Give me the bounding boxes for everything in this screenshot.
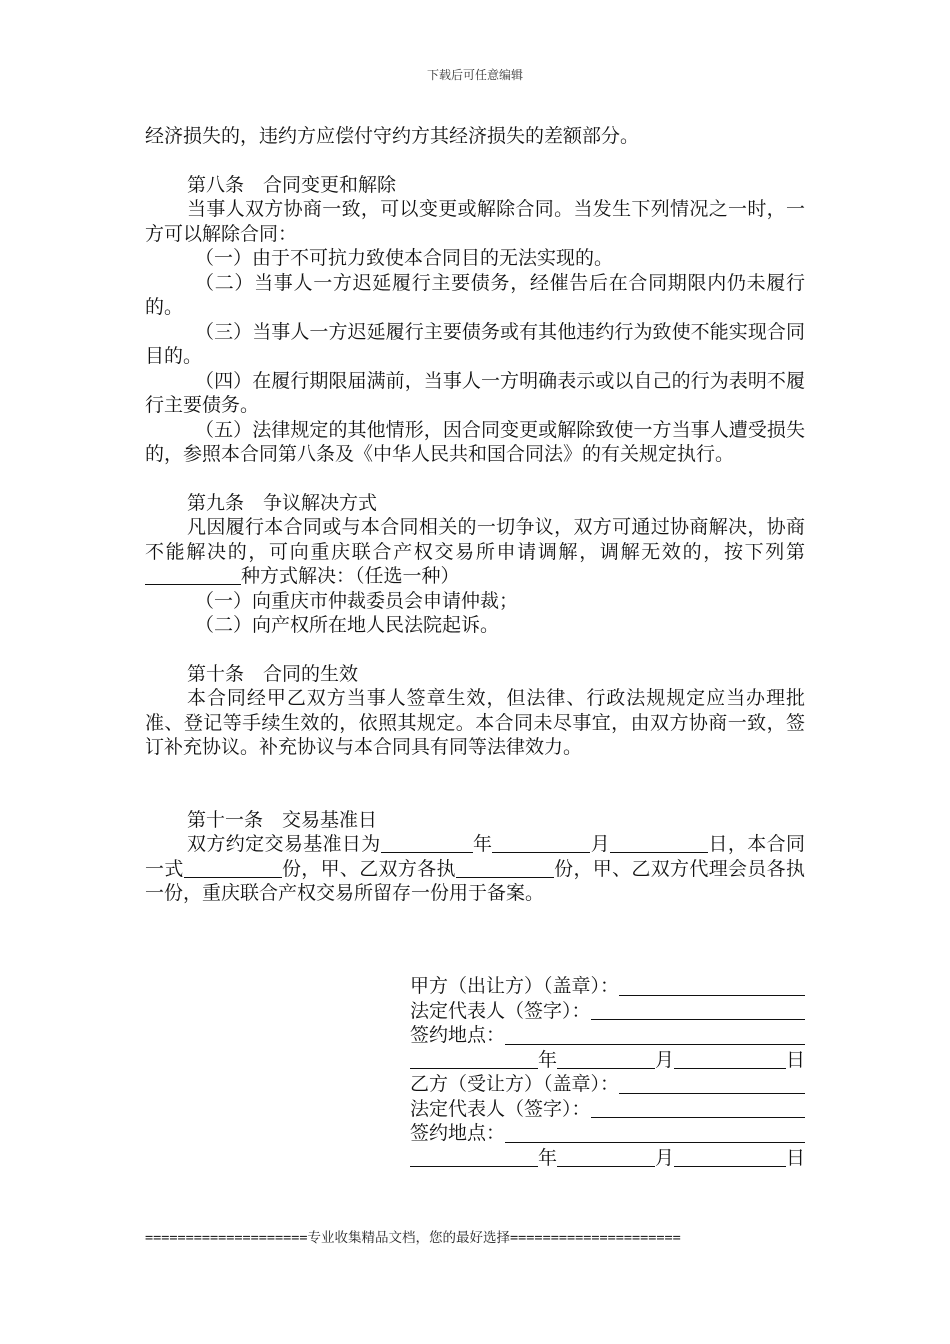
base-date-day-blank[interactable] xyxy=(610,834,708,853)
party-a-year-blank[interactable] xyxy=(410,1050,538,1069)
party-b-day-blank[interactable] xyxy=(674,1148,786,1167)
party-b-rep-blank[interactable] xyxy=(591,1099,805,1118)
party-b-place-blank[interactable] xyxy=(505,1124,805,1143)
copies-total-blank[interactable] xyxy=(184,859,282,878)
article-9-intro: 凡因履行本合同或与本合同相关的一切争议，双方可通过协商解决，协商不能解决的，可向重庆联合产权交易所申请调解，调解无效的，按下列第种方式解决：（任选一种） xyxy=(145,516,805,587)
article-8-item-4: （四）在履行期限届满前，当事人一方明确表示或以自己的行为表明不履行主要债务。 xyxy=(145,369,805,416)
party-a-rep-row: 法定代表人（签字）： xyxy=(410,999,805,1024)
party-b-year-blank[interactable] xyxy=(410,1148,538,1167)
continuation-paragraph: 经济损失的，违约方应偿付守约方其经济损失的差额部分。 xyxy=(145,125,640,147)
page-header: 下载后可任意编辑 xyxy=(426,68,523,82)
article-9-item-2: （二）向产权所在地人民法院起诉。 xyxy=(195,614,500,636)
signature-block xyxy=(410,974,805,1170)
article-10-text: 本合同经甲乙双方当事人签章生效，但法律、行政法规规定应当办理批准、登记等手续生效的，依照其规定。本合同未尽事宜，由双方协商一致，签订补充协议。补充协议与本合同具有同等法律效力。 xyxy=(145,687,805,758)
article-9-title: 第九条 争议解决方式 xyxy=(187,491,378,514)
party-a-month-blank[interactable] xyxy=(557,1050,655,1069)
article-11-title: 第十一条 交易基准日 xyxy=(187,808,378,831)
article-8-item-5: （五）法律规定的其他情形，因合同变更或解除致使一方当事人遭受损失的，参照本合同第八条及《中华人民共和国合同法》的有关规定执行。 xyxy=(145,418,805,465)
party-a-seal-blank[interactable] xyxy=(619,977,805,996)
party-b-seal-blank[interactable] xyxy=(619,1075,805,1094)
base-date-year-blank[interactable] xyxy=(381,834,473,853)
article-8-item-3: （三）当事人一方迟延履行主要债务或有其他违约行为致使不能实现合同目的。 xyxy=(145,320,805,367)
copies-each-blank[interactable] xyxy=(456,859,554,878)
party-a-day-blank[interactable] xyxy=(674,1050,786,1069)
party-b-rep-row: 法定代表人（签字）： xyxy=(410,1097,805,1122)
party-b-month-blank[interactable] xyxy=(557,1148,655,1167)
article-8-item-1: （一）由于不可抗力致使本合同目的无法实现的。 xyxy=(195,247,614,269)
party-b-seal-row: 乙方（受让方）（盖章）： xyxy=(410,1072,805,1097)
option-number-blank[interactable] xyxy=(145,566,241,585)
article-10-title: 第十条 合同的生效 xyxy=(187,662,359,685)
party-a-place-blank[interactable] xyxy=(505,1026,805,1045)
base-date-month-blank[interactable] xyxy=(492,834,590,853)
party-b-date-row: 年 月 日 xyxy=(410,1146,805,1171)
document-body xyxy=(145,124,805,906)
article-8-intro: 当事人双方协商一致，可以变更或解除合同。当发生下列情况之一时，一方可以解除合同： xyxy=(145,198,805,245)
party-a-date-row: 年 月 日 xyxy=(410,1048,805,1073)
party-b-place-row: 签约地点： xyxy=(410,1121,805,1146)
article-8-title: 第八条 合同变更和解除 xyxy=(187,173,397,196)
article-11-text: 双方约定交易基准日为 年 月 日，本合同一式 份，甲、乙双方各执 份，甲、乙双方代理会员各执一份，重庆联合产权交易所留存一份用于备案。 xyxy=(145,833,805,904)
article-9-item-1: （一）向重庆市仲裁委员会申请仲裁； xyxy=(195,589,519,612)
page-footer: ====================专业收集精品文档，您的最好选择===================== xyxy=(145,1230,681,1246)
party-a-seal-row: 甲方（出让方）（盖章）： xyxy=(410,974,805,999)
party-a-place-row: 签约地点： xyxy=(410,1023,805,1048)
party-a-rep-blank[interactable] xyxy=(591,1001,805,1020)
article-8-item-2: （二）当事人一方迟延履行主要债务，经催告后在合同期限内仍未履行的。 xyxy=(145,271,805,318)
